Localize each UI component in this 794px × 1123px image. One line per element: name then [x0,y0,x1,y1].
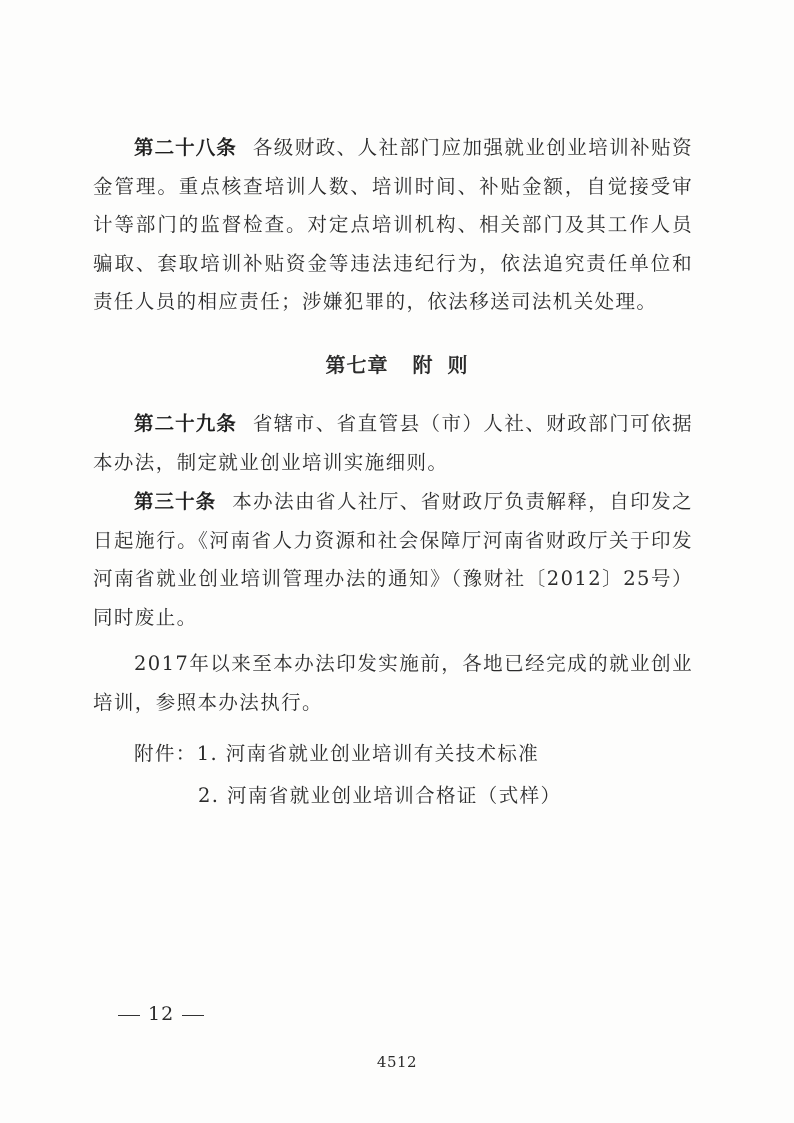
transition-note-text: 2017年以来至本办法印发实施前，各地已经完成的就业创业培训，参照本办法执行。 [93,652,693,714]
page-number-value: 12 [148,1003,175,1025]
article-28-title: 第二十八条 [134,136,237,159]
chapter-heading [0,349,794,378]
attachment-item-2: 2. 河南省就业创业培训合格证（式样） [198,784,562,807]
article-28-text: 各级财政、人社部门应加强就业创业培训补贴资金管理。重点核查培训人数、培训时间、补贴金额，自觉接受审计等部门的监督检查。对定点培训机构、相关部门及其工作人员骗取、套取培训补贴资金等违法违纪行为，依法追究责任单位和责任人员的相应责任；涉嫌犯罪的，依法移送司法机关处理。 [93,136,693,313]
attachment-line-1 [134,738,539,766]
document-serial-number: 4512 [376,1053,418,1071]
attachment-item-1: 1. 河南省就业创业培训有关技术标准 [196,742,540,765]
article-29-title: 第二十九条 [134,412,237,435]
attachment-label: 附件： [134,742,197,765]
chapter-name-2: 则 [447,353,469,377]
article-29-text: 省辖市、省直管县（市）人社、财政部门可依据本办法，制定就业创业培训实施细则。 [93,412,693,474]
chapter-number: 第七章 [325,353,389,377]
chapter-name-1: 附 [412,353,434,377]
article-29 [93,405,693,482]
article-30 [93,483,693,637]
page-number [110,1003,212,1025]
article-28 [93,129,693,322]
attachment-line-2 [198,780,561,808]
article-30-title: 第三十条 [134,490,217,513]
article-30-text: 本办法由省人社厅、省财政厅负责解释，自印发之日起施行。《河南省人力资源和社会保障厅河南省财政厅关于印发河南省就业创业培训管理办法的通知》（豫财社〔2012〕25号）同时废止。 [93,490,693,629]
transition-note [93,645,693,722]
